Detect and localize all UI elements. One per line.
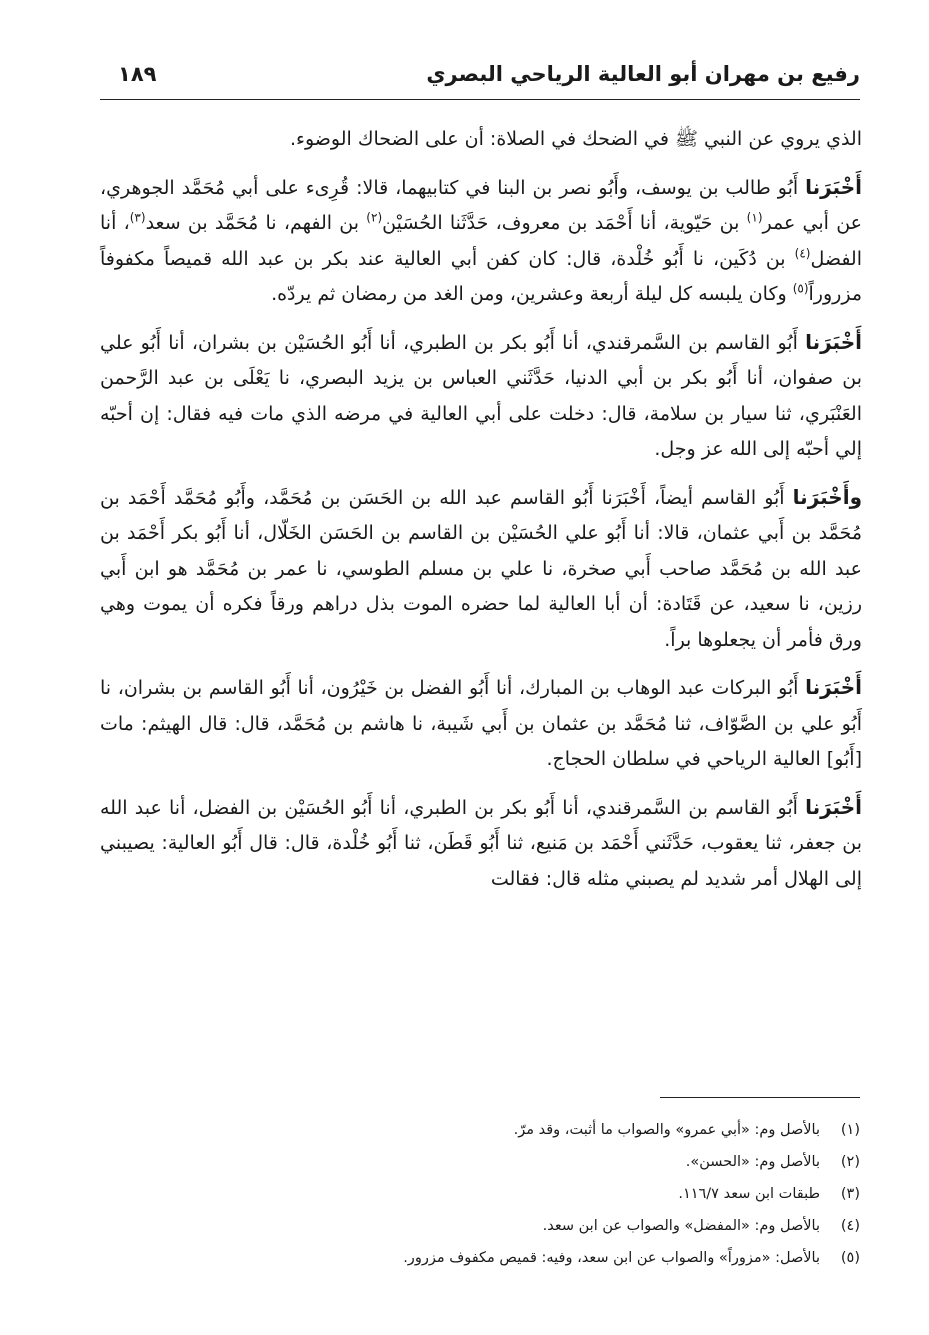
paragraph-text: بن حَيّوية، أنا أَحْمَد بن معروف، حَدَّثَنا الحُسَيْن	[382, 212, 747, 234]
footnote-text: بالأصل وم: «الحسن».	[685, 1154, 820, 1170]
paragraph	[100, 122, 862, 158]
footnote-text: بالأصل: «مزوراً» والصواب عن ابن سعد، وفيه: قميص مكفوف مزرور.	[403, 1250, 820, 1266]
footnote-number: (١)	[840, 1122, 860, 1138]
page-header	[100, 60, 860, 100]
paragraph-text: أَبُو القاسم أيضاً، أَخْبَرَنا أَبُو القاسم عبد الله بن الحَسَن بن مُحَمَّد، وأَبُو مُحَمَّد أَحْمَد بن مُحَمَّد بن أَبي عثمان، قالا: أنا أَبُو علي الحُسَيْن بن القاسم بن الحَسَن الخَلّال، أنا أَبُو بكر أَحْمَد بن عبد الله بن مُحَمَّد صاحب أَبي صخرة، نا علي بن مسلم الطوسي، نا عمر بن مُحَمَّد هو ابن أَبي رزين، نا سعيد، عن قَتَادة: أن أبا العالية لما حضره الموت بذل دراهم ورقاً فكره أن يموت وهي ورق فأمر أن يجعلوها براً.	[100, 486, 862, 651]
footnote-text: طبقات ابن سعد ١١٦/٧.	[678, 1186, 820, 1202]
paragraph-text: أَبُو القاسم بن السَّمرقندي، أنا أَبُو بكر بن الطبري، أنا أَبُو الحُسَيْن بن بشران، أنا أَبُو علي بن صفوان، أنا أَبُو بكر بن أبي الدنيا، حَدَّثَني العباس بن يزيد البصري، نا يَعْلَى بن عبد الرَّحمن العَنْبَري، ثنا سيار بن سلامة، قال: دخلت على أبي العالية في مرضه الذي مات فيه فقال: إن أحبّه إلي أحبّه إلى الله عز وجل.	[100, 331, 862, 460]
paragraph-text: وكان يلبسه كل ليلة أربعة وعشرين، ومن الغد من رمضان ثم يردّه.	[271, 283, 793, 305]
paragraph-text: الذي يروي عن النبي ﷺ في الضحك في الصلاة: أن على الضحاك الوضوء.	[290, 128, 862, 150]
footnote-reference: (٣)	[129, 210, 146, 225]
footnote-separator	[660, 1097, 860, 1098]
paragraph-text: ، أنا الفضل	[100, 212, 862, 270]
running-title: رفيع بن مهران أبو العالية الرياحي البصري	[426, 62, 860, 86]
paragraph-text: أَبُو طالب بن يوسف، وأَبُو نصر بن البنا في كتابيهما، قالا: قُرِىء على أبي مُحَمَّد الجوهري، عن أبي عمر	[100, 176, 862, 234]
paragraph	[100, 670, 862, 778]
paragraph-text: بن الفهم، نا مُحَمَّد بن سعد	[145, 212, 367, 234]
paragraph-lead-word: وأَخْبَرَنا	[792, 484, 862, 509]
footnotes	[120, 1114, 860, 1274]
footnote-number: (٤)	[840, 1218, 860, 1234]
footnote-reference: (٥)	[792, 281, 809, 296]
paragraph-lead-word: أَخْبَرَنا	[805, 174, 862, 199]
footnote-number: (٢)	[840, 1154, 860, 1170]
paragraph-lead-word: أَخْبَرَنا	[805, 794, 862, 819]
footnote-item	[120, 1146, 860, 1178]
footnote-reference: (٢)	[366, 210, 383, 225]
paragraph-text: أَبُو البركات عبد الوهاب بن المبارك، أنا أَبُو الفضل بن خَيْرُون، أنا أَبُو القاسم بن بشران، نا أَبُو علي بن الصَّوّاف، ثنا مُحَمَّد بن عثمان بن أَبي شَيبة، نا هاشم بن مُحَمَّد، قال: قال الهيثم: مات [أَبُو] العالية الرياحي في سلطان الحجاج.	[100, 677, 862, 770]
footnote-item	[120, 1114, 860, 1146]
footnote-text: بالأصل وم: «المفضل» والصواب عن ابن سعد.	[542, 1218, 820, 1234]
paragraph	[100, 790, 862, 898]
paragraph-text: أَبُو القاسم بن السَّمرقندي، أنا أَبُو بكر بن الطبري، أنا أَبُو الحُسَيْن بن الفضل، أنا عبد الله بن جعفر، ثنا يعقوب، حَدَّثَني أَحْمَد بن مَنيع، ثنا أَبُو قَطَن، ثنا أَبُو خُلْدة، قال: قال أَبُو العالية: يصيبني إلى الهلال أمر شديد لم يصبني مثله قال: فقالت	[100, 796, 862, 890]
footnote-item	[120, 1178, 860, 1210]
paragraph	[100, 325, 862, 468]
page-number: ١٨٩	[118, 62, 157, 86]
paragraph-lead-word: أَخْبَرَنا	[805, 675, 862, 699]
paragraph-text: بن دُكَين، نا أَبُو خُلْدة، قال: كان كفن أبي العالية عند بكر بن عبد الله قميصاً مكفوفاً مزروراً	[100, 247, 862, 305]
footnote-reference: (١)	[746, 210, 763, 225]
footnote-item	[120, 1210, 860, 1242]
body-text	[100, 122, 862, 909]
paragraph	[100, 480, 862, 659]
header-rule	[100, 99, 860, 100]
footnote-number: (٣)	[840, 1186, 860, 1202]
footnote-item	[120, 1242, 860, 1274]
paragraph	[100, 170, 862, 313]
paragraph-lead-word: أَخْبَرَنا	[805, 329, 862, 354]
footnote-text: بالأصل وم: «أبي عمرو» والصواب ما أثبت، وقد مرّ.	[513, 1122, 820, 1138]
footnote-reference: (٤)	[794, 246, 811, 261]
footnote-number: (٥)	[840, 1250, 860, 1266]
